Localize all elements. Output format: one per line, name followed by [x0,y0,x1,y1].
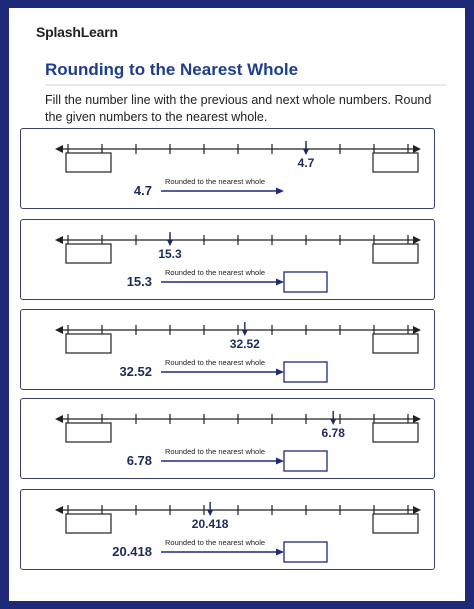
brand-logo [36,24,118,40]
next-whole-box[interactable] [373,334,418,353]
marker-value-label: 4.7 [297,156,315,170]
marker-value-label: 15.3 [158,247,182,261]
given-number: 6.78 [126,453,152,468]
page-title: Rounding to the Nearest Whole [45,60,299,79]
arrow-head-icon [276,458,284,465]
given-number: 4.7 [133,183,152,198]
next-whole-box[interactable] [373,514,418,533]
number-line-figure [21,490,436,571]
right-arrowhead-icon [413,415,421,423]
title-divider [45,84,447,86]
number-line-figure [21,399,436,480]
marker-arrow-icon [242,330,248,336]
arrow-caption: Rounded to the nearest whole [165,177,266,186]
right-arrowhead-icon [413,506,421,514]
marker-value-label: 32.52 [229,337,260,351]
previous-whole-box[interactable] [66,153,111,172]
marker-arrow-icon [330,419,336,425]
marker-arrow-icon [167,240,173,246]
right-arrowhead-icon [413,326,421,334]
arrow-caption: Rounded to the nearest whole [165,358,266,367]
previous-whole-box[interactable] [66,244,111,263]
next-whole-box[interactable] [373,153,418,172]
next-whole-box[interactable] [373,423,418,442]
arrow-head-icon [276,188,284,195]
left-arrowhead-icon [55,415,63,423]
given-number: 20.418 [112,544,152,559]
left-arrowhead-icon [55,236,63,244]
left-arrowhead-icon [55,506,63,514]
number-line-figure [21,129,436,210]
given-number: 32.52 [119,364,152,379]
arrow-caption: Rounded to the nearest whole [165,268,266,277]
problem-card [20,219,435,300]
brand-name: SplashLearn [36,24,118,40]
right-arrowhead-icon [413,145,421,153]
left-arrowhead-icon [55,145,63,153]
right-arrowhead-icon [413,236,421,244]
given-number: 15.3 [126,274,152,289]
rounded-answer-box[interactable] [284,362,327,382]
next-whole-box[interactable] [373,244,418,263]
left-arrowhead-icon [55,326,63,334]
marker-arrow-icon [303,149,309,155]
marker-value-label: 20.418 [191,517,229,531]
marker-arrow-icon [207,510,213,516]
problem-card [20,309,435,390]
arrow-head-icon [276,369,284,376]
arrow-caption: Rounded to the nearest whole [165,538,266,547]
problem-card [20,128,435,209]
number-line-figure [21,220,436,301]
problem-card [20,489,435,570]
marker-value-label: 6.78 [321,426,345,440]
number-line-figure [21,310,436,391]
arrow-caption: Rounded to the nearest whole [165,447,266,456]
previous-whole-box[interactable] [66,514,111,533]
instructions: Fill the number line with the previous and next whole numbers. Round the given numbers to the nearest whole. [45,93,432,124]
arrow-head-icon [276,279,284,286]
rounded-answer-box[interactable] [284,272,327,292]
previous-whole-box[interactable] [66,334,111,353]
previous-whole-box[interactable] [66,423,111,442]
rounded-answer-box[interactable] [284,542,327,562]
arrow-head-icon [276,549,284,556]
rounded-answer-box[interactable] [284,451,327,471]
problem-card [20,398,435,479]
